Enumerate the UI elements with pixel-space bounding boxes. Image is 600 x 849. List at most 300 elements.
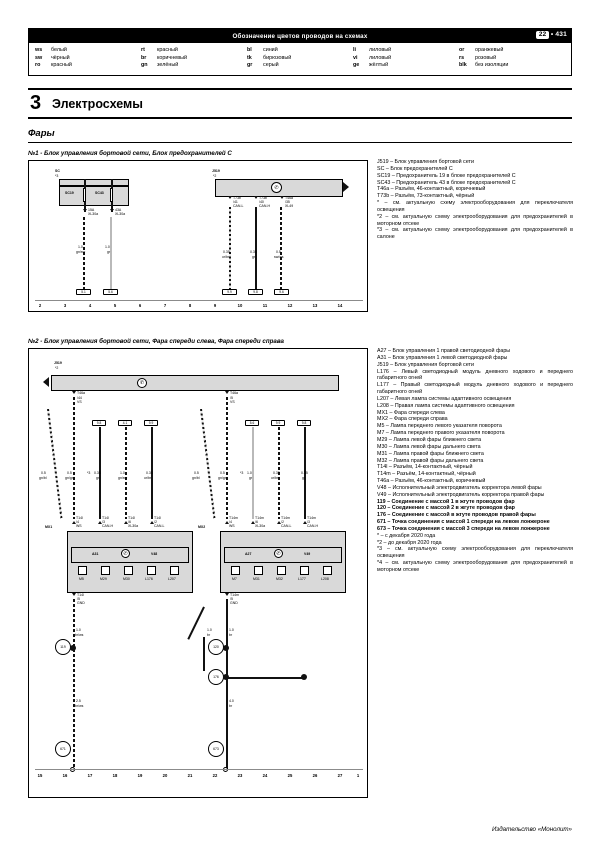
diagram2-left-w4-color: gn/sw (118, 476, 128, 480)
wire-color-column (35, 47, 141, 70)
wire-color-name: лиловый (369, 54, 392, 61)
chapter-rule-bottom (28, 117, 572, 119)
diagram2-legend-item: T46a – Разъём, 46-контактный, коричневый (377, 478, 486, 485)
diagram1-terminal-5: 9.6 (274, 289, 289, 295)
wire-color-abbr: bl (247, 47, 252, 53)
diagram1-fuse-sc19-terminal: XL30a (88, 212, 99, 216)
diagram1-legend-item: T73b – Разъём, 73-контактный, чёрный (377, 193, 475, 200)
wire-color-abbr: or (459, 47, 465, 53)
wire-color-abbr: vi (353, 54, 358, 61)
wire-color-name: белый (51, 47, 67, 53)
wire-color-name: лиловый (369, 47, 392, 53)
diagram2-colnum: 24 (262, 773, 268, 778)
diagram1-colnum: 8 (188, 303, 192, 308)
diagram2-left-gnd-wire (73, 599, 75, 769)
wire-color-row (247, 62, 353, 70)
diagram2-legend-note: *2 – до декабря 2020 года (377, 539, 442, 546)
diagram1-fuse-sc19-symbol (83, 188, 86, 202)
diagram2-right-w2-color: gn/gn (218, 476, 227, 480)
diagram1-colnum: 14 (337, 303, 343, 308)
diagram2-legend-item: T14m – Разъём, 14-контактный, чёрный (377, 471, 476, 478)
diagram2-bottom-rule (35, 769, 363, 770)
diagram2-left-lamp-4 (147, 566, 156, 575)
diagram2-legend-note: *3 – см. актуальную схему электрооборудования для переключателя освещения (377, 546, 573, 560)
diagram1-colnum: 12 (287, 303, 293, 308)
diagram2-right-pinsig-2: XL30a (255, 524, 266, 528)
wire-color-row (459, 62, 565, 70)
diagram2-legend-note: *4 – см. актуальную схему электрооборудования для предохранителей в моторном отсеке (377, 560, 573, 573)
wire-color-name: оранжевый (475, 47, 504, 53)
diagram2-right-gw2-color: br (229, 633, 233, 637)
wire-color-row (35, 47, 141, 55)
diagram2-right-gnd-wire (226, 599, 228, 769)
diagram2-left-pinconn-3: T14l (128, 516, 135, 520)
diagram2-legend-item: A31 – Блок управления 1 левой светодиодной фары (377, 354, 508, 361)
wire-color-column (353, 47, 459, 70)
diagram2-left-ground-node-671: 671 (55, 741, 71, 757)
diagram1-wire-3-gauge: 0.35 (223, 250, 230, 254)
diagram2-left-conn-top: T46a (77, 391, 85, 395)
diagram2-left-pinnum-2: /3 (102, 520, 105, 524)
diagram2-right-lamp-5-label: L208 (321, 577, 329, 581)
diagram2-left-lamp-1-label: M5 (79, 577, 84, 581)
diagram2-legend-bold-item: 671 – Точка соединения с массой 1 спереди на левом лонжероне (377, 519, 550, 526)
diagram2-legend-note: * – с декабря 2020 года (377, 532, 436, 539)
diagram2-right-module-label: A27 (245, 552, 252, 556)
diagram2-left-w4-gauge: 1.0 (120, 471, 125, 475)
diagram1-wire-2-color: gr (107, 250, 111, 254)
diagram2-left-pinconn-2: T14l (102, 516, 109, 520)
diagram2-right-ground-junction-2 (223, 674, 229, 680)
wire-color-name: жёлтый (369, 62, 389, 69)
diagram1-fuse-sc19-rating: 15A (88, 208, 95, 212)
diagram2-legend-item: V48 – Исполнительный электродвигатель корректора левой фары (377, 484, 542, 491)
diagram1-legend-item: * – см. актуальную схему электрооборудования для переключателя освещения (377, 200, 573, 213)
diagram1-fuse-sc43-feed (111, 179, 113, 189)
diagram2-left-pinnum-1: /4 (76, 520, 79, 524)
diagram2-legend-item: L177 – Правый светодиодный модуль дневного ходового и переднего габаритного огней (377, 382, 573, 396)
diagram2-left-gnd-sig: GND (77, 601, 85, 605)
diagram2-left-gnd-pin: /5 (77, 597, 80, 601)
diagram2-right-gnd-branch-vertical (203, 637, 205, 671)
diagram2-right-ground-junction-3 (301, 674, 307, 680)
diagram1-legend-item: J519 – Блок управления бортовой сети (377, 159, 474, 165)
diagram2-left-pinconn-4: T14l (154, 516, 161, 520)
wire-color-column (141, 47, 247, 70)
wire-color-row (141, 62, 247, 70)
diagram2-right-gw2-gauge: 1.0 (229, 628, 234, 632)
diagram2-bus-continuation-arrow (43, 377, 49, 387)
diagram2-colnum: 27 (337, 773, 343, 778)
diagram2-right-terminal-5: 9.8 (297, 420, 311, 426)
diagram2-left-lamp-3 (124, 566, 133, 575)
diagram1-control-unit-icon: ✆ (271, 182, 282, 193)
wire-color-name: серый (263, 62, 279, 69)
wire-color-abbr: br (141, 54, 147, 61)
diagram1-legend-item: SC – Блок предохранителей С (377, 165, 453, 172)
diagram2-colnum: 16 (62, 773, 68, 778)
wire-color-abbr: rt (141, 47, 145, 53)
diagram2-right-gnd-conn: T14m (230, 593, 239, 597)
diagram2-j519-bus (51, 375, 339, 391)
wire-color-column (459, 47, 565, 70)
diagram1-fuse-sc19-label: SC19 (65, 191, 74, 195)
diagram2-colnum: 23 (237, 773, 243, 778)
diagram2-right-terminal-4: 9.9 (271, 420, 285, 426)
diagram2-left-w3-gauge: 0.35 (94, 471, 101, 475)
diagram1-pin-r3: /35 (285, 200, 290, 204)
diagram1-sig-r1: CAN-L (233, 204, 244, 208)
diagram1-wire-1-color: gn/sw (76, 250, 86, 254)
wire-color-row (459, 47, 565, 55)
diagram1-wire-2 (110, 217, 112, 289)
diagram2-left-w2-gauge: 0.5 (67, 471, 72, 475)
diagram2-right-pinconn-4: T14m (307, 516, 316, 520)
diagram1-colnum: 6 (138, 303, 142, 308)
diagram2-left-pinnum-3: /6 (128, 520, 131, 524)
diagram2-colnum: 19 (137, 773, 143, 778)
diagram2-left-gw1-gauge: 1.0 (76, 628, 81, 632)
diagram2-legend-item: T14l – Разъём, 14-контактный, чёрный (377, 464, 473, 471)
wire-color-abbr: gn (141, 62, 148, 69)
diagram1-sig-r2: CAN-H (259, 204, 271, 208)
page-badge (536, 31, 567, 39)
wire-color-abbr: blk (459, 62, 467, 69)
diagram2-left-lamp-5-label: L207 (168, 577, 176, 581)
diagram2-legend-item: M5 – Лампа переднего левого указателя поворота (377, 423, 502, 430)
diagram2-right-pinnum-4: /3 (307, 520, 310, 524)
diagram2-colnum: 26 (312, 773, 318, 778)
diagram2-left-w3-color: gr (96, 476, 100, 480)
diagram1-sc-note: *3 (55, 174, 59, 178)
wire-color-row (353, 47, 459, 55)
diagram2-legend-bold-item: 673 – Точка соединения с массой 3 спереди на левом лонжероне (377, 525, 550, 532)
diagram2-right-ground-node-673: 673 (208, 741, 224, 757)
diagram2-left-ground-node-119: 119 (55, 639, 71, 655)
wire-color-name: коричневый (157, 54, 187, 61)
diagram1-arrow-r2 (254, 196, 258, 199)
diagram2-left-w1-color: gn/bl (39, 476, 47, 480)
diagram2-j519-label: J519 (54, 361, 62, 365)
diagram2-left-pin-top: /44 (77, 396, 82, 400)
diagram1-fuse-sc43-symbol (110, 188, 113, 202)
diagram2-legend-item: MX1 – Фара спереди слева (377, 409, 445, 416)
diagram2-colnum: 1 (356, 773, 360, 778)
diagram2-right-lamp-1-label: M7 (232, 577, 237, 581)
diagram2-left-pinsig-4: CAN-L (154, 524, 165, 528)
diagram2-left-module-icon: ✆ (121, 549, 130, 558)
diagram2-legend-item: M7 – Лампа переднего правого указателя поворота (377, 430, 505, 437)
diagram1-j519-note: *2 (213, 174, 217, 178)
wire-color-row (35, 62, 141, 70)
diagram2-left-headlamp-name: MX1 (45, 525, 53, 529)
diagram2-left-lamp-2 (101, 566, 110, 575)
diagram1-legend-item: SC43 – Предохранитель 43 в блоке предохранителей С (377, 179, 516, 186)
diagram1-wire-1-gauge: 1.0 (78, 245, 83, 249)
wire-color-abbr: sw (35, 54, 43, 61)
diagram1-fuse-sc19-feed (84, 179, 86, 189)
diagram2-right-pinsig-4: CAN-H (307, 524, 319, 528)
diagram1-caption: №1 - Блок управления бортовой сети, Блок предохранителей С (28, 150, 232, 157)
diagram1-fuse-bus-body (59, 186, 129, 206)
diagram2-left-lamp-4-label: L176 (145, 577, 153, 581)
diagram2-right-w1-gauge: 0.5 (194, 471, 199, 475)
diagram2-right-w4-color: or/br (271, 476, 279, 480)
diagram2-right-w1-color: gn/bl (192, 476, 200, 480)
diagram2-legend-item: MX2 – Фара спереди справа (377, 416, 448, 423)
diagram2-right-w3-color: gr (249, 476, 253, 480)
diagram1-colnum: 4 (88, 303, 92, 308)
diagram2-right-lamp-5 (323, 566, 332, 575)
wire-color-row (353, 62, 459, 70)
wire-color-name: красный (157, 47, 178, 53)
diagram2-right-pinconn-1: T14m (229, 516, 238, 520)
diagram2-left-lamp-5 (170, 566, 179, 575)
wire-color-abbr: li (353, 47, 356, 53)
diagram2-right-lamp-4 (300, 566, 309, 575)
diagram1-wire-4-color: gr (252, 255, 256, 259)
diagram2-left-wire-1 (47, 409, 63, 518)
chapter-number: 3 (30, 92, 42, 114)
diagram2-frame (28, 348, 368, 798)
diagram2-left-terminal-4: 4.1 (118, 420, 132, 426)
wire-color-legend-title (29, 29, 571, 43)
wire-color-row (459, 55, 565, 63)
wire-color-abbr: ws (35, 47, 43, 53)
diagram2-legend-bold-item: 119 – Соединение с массой 1 в жгуте проводов фар (377, 498, 515, 505)
diagram2-left-lamp-3-label: M30 (123, 577, 130, 581)
diagram1-bottom-rule (35, 300, 363, 301)
wire-color-columns (29, 43, 571, 75)
diagram2-right-lamp-3-label: M32 (276, 577, 283, 581)
diagram2-right-pinsig-1: WS (229, 524, 235, 528)
diagram2-right-w5-color: gr (302, 476, 306, 480)
diagram2-left-lamp-1 (78, 566, 87, 575)
diagram2-right-lamp-2 (254, 566, 263, 575)
diagram2-legend-item: J519 – Блок управления бортовой сети (377, 361, 474, 368)
diagram2-right-gw1-color: br (207, 633, 211, 637)
diagram1-legend-item: *3 – см. актуальную схему электрооборудования для предохранителей в салоне (377, 227, 573, 241)
diagram1-arrow-r1 (228, 196, 232, 199)
diagram1-colnum: 9 (213, 303, 217, 308)
diagram2-left-pinconn-1: T14l (76, 516, 83, 520)
diagram1-conn-r3: T46a (285, 196, 293, 200)
diagram1-conn-r1: T73b (233, 196, 241, 200)
diagram2-right-gnd-branch-diagonal (187, 607, 205, 640)
diagram2-left-gw2-gauge: 2.5 (76, 699, 81, 703)
diagram2-left-gw1-color: br/ws (75, 633, 84, 637)
wire-color-name: зелёный (157, 62, 179, 69)
diagram2-left-wire-2 (73, 397, 75, 519)
diagram1-wire-4-gauge: 0.35 (250, 250, 257, 254)
diagram1-pin-r2: /40 (259, 200, 264, 204)
diagram2-left-module-bar (71, 547, 189, 563)
diagram2-left-pinnum-4: /2 (154, 520, 157, 524)
wire-color-name: красный (51, 62, 72, 69)
diagram1-arrow-sc19 (83, 209, 87, 212)
wire-color-abbr: ro (35, 62, 41, 69)
diagram2-right-lamp-2-label: M31 (253, 577, 260, 581)
diagram2-left-w5-color: or/br (144, 476, 152, 480)
wire-color-legend-title-text: Обозначение цветов проводов на схемах (232, 32, 368, 40)
diagram1-arrow-r3 (280, 196, 284, 199)
section-title: Фары (28, 128, 55, 139)
diagram2-right-lamp-4-label: L177 (298, 577, 306, 581)
diagram2-right-module-bar (224, 547, 342, 563)
diagram2-legend-item: L176 – Левый светодиодный модуль дневного ходового и переднего габаритного огней (377, 368, 573, 382)
diagram2-right-headlamp-name: MX2 (198, 525, 206, 529)
diagram2-right-w3-gauge: 1.0 (247, 471, 252, 475)
wire-color-abbr: rs (459, 54, 465, 61)
diagram2-right-sig-top: VS (230, 400, 235, 404)
diagram2-right-conn-top: T46a (230, 391, 238, 395)
diagram2-left-sig-top: VS (77, 400, 82, 404)
diagram2-left-arrow-top (72, 391, 76, 394)
diagram2-left-pinsig-3: XL30a (128, 524, 139, 528)
diagram2-left-module-right-label: V48 (151, 552, 158, 556)
diagram1-fuse-sc43-terminal: XL30a (115, 212, 126, 216)
wire-color-abbr: ge (353, 62, 360, 69)
diagram1-fuse-sc43-rating: 43A (115, 208, 122, 212)
diagram2-right-wire-3 (252, 427, 254, 519)
diagram2-left-ground-junction (70, 645, 76, 651)
diagram2-right-arrow-top (225, 391, 229, 394)
diagram1-terminal-2: 5.6 (103, 289, 118, 295)
wire-color-column (247, 47, 353, 70)
diagram2-legend (377, 348, 573, 574)
diagram1-legend-item: T46a – Разъём, 46-контактный, коричневый (377, 186, 486, 193)
diagram2-right-w5-gauge: 0.35 (301, 471, 308, 475)
wire-color-legend (28, 28, 572, 76)
footer-publisher: Издательство «Монолит» (491, 826, 572, 833)
diagram1-wire-5-gauge: 0.5 (276, 250, 281, 254)
diagram1-terminal-3: 9.9 (222, 289, 237, 295)
diagram2-right-wire-1 (200, 409, 216, 518)
diagram2-colnum: 25 (287, 773, 293, 778)
wire-color-name: без изоляции (475, 62, 509, 69)
diagram2-left-w5-gauge: 0.35 (146, 471, 153, 475)
diagram2-legend-item: M30 – Лампа левой фары дальнего света (377, 443, 481, 450)
diagram2-left-pinsig-1: WS (76, 524, 82, 528)
diagram2-colnum: 22 (212, 773, 218, 778)
diagram2-legend-item: V49 – Исполнительный электродвигатель корректора правой фары (377, 491, 545, 498)
diagram2-right-pinnum-3: /2 (281, 520, 284, 524)
diagram1-wire-4 (255, 207, 257, 289)
diagram1-j519-label: J519 (212, 169, 220, 173)
diagram2-right-wire-2 (226, 397, 228, 519)
diagram2-colnum: 17 (87, 773, 93, 778)
diagram2-colnum: 18 (112, 773, 118, 778)
diagram1-legend-item: *2 – см. актуальную схему электрооборудования для предохранителей в моторном отсеке (377, 213, 573, 227)
diagram1-wire-3 (229, 207, 231, 289)
diagram2-right-ground-node-176: 176 (208, 669, 224, 685)
diagram2-left-wire-4 (125, 427, 127, 519)
diagram1-sig-r3: XL49 (285, 204, 294, 208)
diagram2-left-w1-gauge: 0.5 (41, 471, 46, 475)
page-badge-page: 431 (555, 31, 567, 38)
wire-color-row (247, 47, 353, 55)
diagram1-colnum: 3 (63, 303, 67, 308)
diagram2-right-pin-top: /5 (230, 396, 233, 400)
diagram1-frame (28, 160, 368, 312)
diagram1-fuse-sc43-label: SC43 (95, 191, 104, 195)
diagram1-pin-r1: /41 (233, 200, 238, 204)
diagram2-right-gnd-sig: GND (230, 601, 238, 605)
diagram2-right-ground-node-120: 120 (208, 639, 224, 655)
wire-color-abbr: gr (247, 62, 253, 69)
chapter-title: Электросхемы (52, 97, 143, 111)
diagram1-wire-2-gauge: 1.0 (105, 245, 110, 249)
diagram2-right-module-icon: ✆ (274, 549, 283, 558)
diagram1-colnum: 2 (38, 303, 42, 308)
diagram2-left-terminal-5: 9.9 (144, 420, 158, 426)
diagram2-right-w2-note: *3 (240, 471, 244, 475)
diagram2-left-gw2-color: br/ws (75, 704, 84, 708)
diagram1-colnum: 10 (237, 303, 243, 308)
diagram1-terminal-4: 9.8 (248, 289, 263, 295)
diagram2-right-pinsig-3: CAN-L (281, 524, 292, 528)
wire-color-row (141, 47, 247, 55)
diagram2-left-pinsig-2: CAN-H (102, 524, 114, 528)
diagram1-wire-5-color: sw/ws (274, 255, 284, 259)
diagram1-colnum: 5 (113, 303, 117, 308)
diagram2-colnum: 20 (162, 773, 168, 778)
diagram1-bus-continuation-arrow (343, 182, 349, 192)
diagram2-right-ground-crossbar (225, 677, 305, 679)
diagram2-colnum: 21 (187, 773, 193, 778)
wire-color-name: чёрный (51, 54, 70, 61)
diagram2-legend-item: L207 – Левая лампа системы адаптивного освещения (377, 395, 512, 402)
diagram1-legend (377, 159, 573, 241)
diagram2-legend-item: M31 – Лампа правой фары ближнего света (377, 450, 484, 457)
diagram2-right-gnd-pin: /5 (230, 597, 233, 601)
diagram2-right-pinconn-3: T14m (281, 516, 290, 520)
diagram2-legend-item: M29 – Лампа левой фары ближнего света (377, 436, 482, 443)
page-badge-separator: • (550, 31, 554, 38)
diagram2-left-w2-note: *3 (87, 471, 91, 475)
diagram2-right-lamp-1 (231, 566, 240, 575)
diagram1-sc-label: SC (55, 169, 60, 173)
diagram2-colnum: 15 (37, 773, 43, 778)
diagram2-control-unit-icon: ✆ (137, 378, 147, 388)
diagram2-right-ground-junction-1 (223, 645, 229, 651)
diagram2-caption: №2 - Блок управления бортовой сети, Фара спереди слева, Фара спереди справа (28, 338, 284, 345)
diagram1-conn-r2: T73b (259, 196, 267, 200)
wire-color-name: синий (263, 47, 278, 53)
diagram2-right-gw1-gauge: 1.0 (207, 628, 212, 632)
diagram2-legend-item: A27 – Блок управления 1 правой светодиодной фары (377, 348, 511, 354)
diagram2-right-gw3-color: br (229, 704, 233, 708)
chapter-rule-top (28, 88, 572, 90)
diagram2-legend-item: L208 – Правая лампа системы адаптивного освещения (377, 402, 515, 409)
diagram2-left-gnd-conn: T14l (77, 593, 84, 597)
diagram2-right-w2-gauge: 0.5 (220, 471, 225, 475)
diagram1-wire-3-color: or/br (222, 255, 230, 259)
diagram1-colnum: 13 (312, 303, 318, 308)
diagram1-arrow-sc43 (110, 209, 114, 212)
diagram2-right-gnd-arrow (225, 593, 229, 596)
diagram2-left-lamp-2-label: M29 (100, 577, 107, 581)
diagram1-colnum: 7 (163, 303, 167, 308)
diagram2-right-pinconn-2: T14m (255, 516, 264, 520)
page-badge-number: 22 (536, 31, 549, 39)
diagram2-right-pinnum-1: /4 (229, 520, 232, 524)
diagram2-left-terminal-3: 9.8 (92, 420, 106, 426)
diagram2-right-w4-gauge: 0.35 (273, 471, 280, 475)
diagram2-right-lamp-3 (277, 566, 286, 575)
section-rule (28, 142, 572, 143)
wire-color-name: бирюзовый (263, 54, 292, 61)
